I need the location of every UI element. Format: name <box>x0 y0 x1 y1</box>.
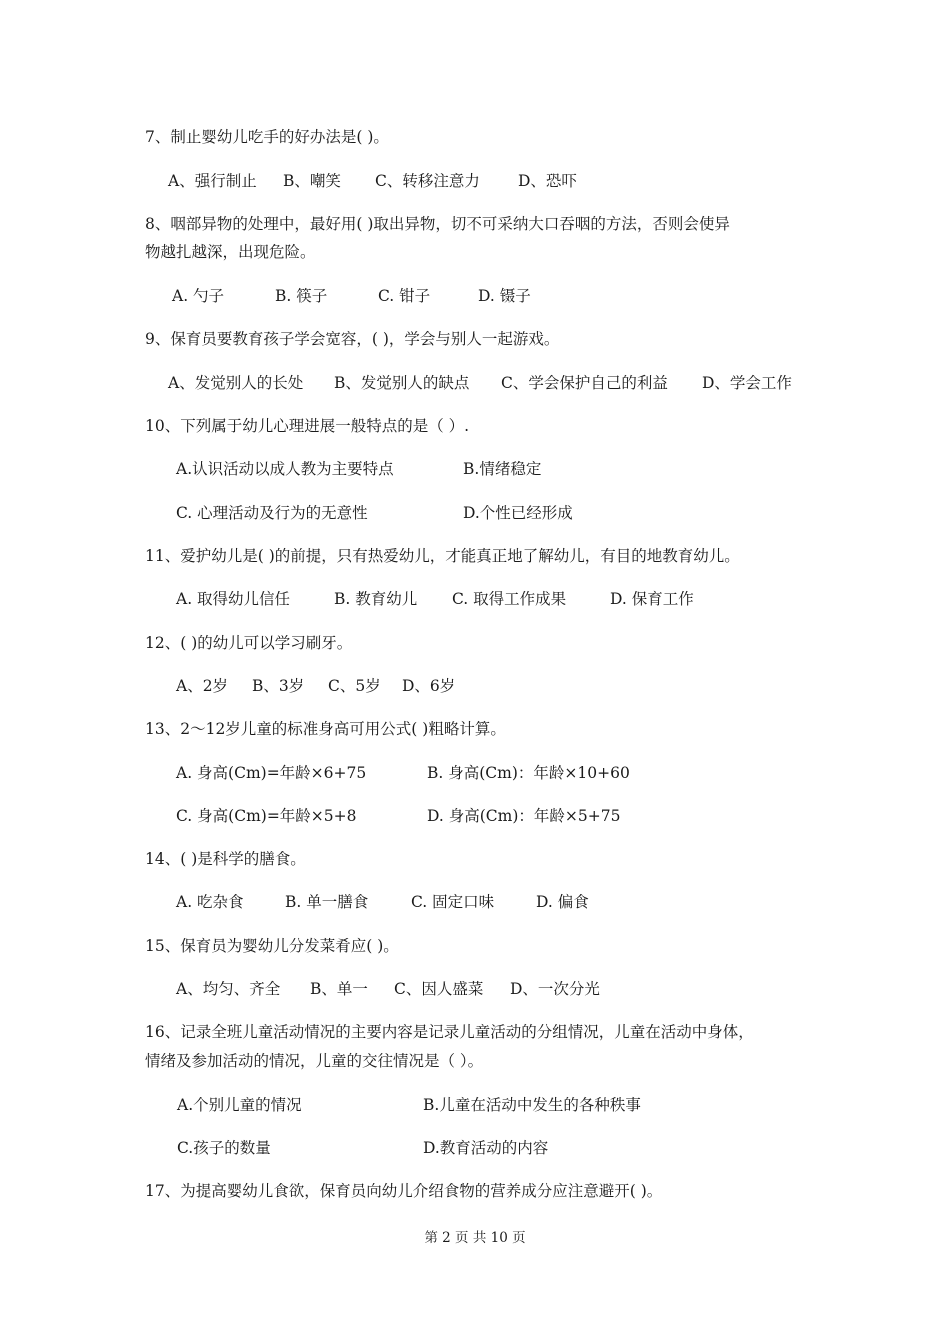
question-13-stem: 13、2～12岁儿童的标准身高可用公式( )粗略计算。 <box>145 720 506 738</box>
question-15-stem: 15、保育员为婴幼儿分发菜肴应( )。 <box>145 937 399 955</box>
question-8-stem-line2: 物越扎越深，出现危险。 <box>145 243 316 261</box>
question-12-stem: 12、( )的幼儿可以学习刷牙。 <box>145 634 353 652</box>
option-d: D、恐吓 <box>518 172 577 190</box>
option-a: A.个别儿童的情况 <box>177 1096 302 1114</box>
option-d: D.个性已经形成 <box>463 504 573 522</box>
option-c: C、5岁 <box>328 677 381 695</box>
option-a: A. 取得幼儿信任 <box>176 590 291 608</box>
option-a: A、2岁 <box>176 677 229 695</box>
question-8-stem-line1: 8、咽部异物的处理中，最好用( )取出异物，切不可采纳大口吞咽的方法，否则会使异 <box>145 215 730 233</box>
question-16-stem-line2: 情绪及参加活动的情况，儿童的交往情况是（ ）。 <box>145 1052 484 1070</box>
option-b: B.儿童在活动中发生的各种秩事 <box>423 1096 641 1114</box>
question-11-stem: 11、爱护幼儿是( )的前提，只有热爱幼儿，才能真正地了解幼儿，有目的地教育幼儿。 <box>145 547 740 565</box>
option-a: A、均匀、齐全 <box>176 980 281 998</box>
option-b: B. 单一膳食 <box>285 893 369 911</box>
question-10-stem: 10、下列属于幼儿心理进展一般特点的是（ ）. <box>145 417 470 435</box>
option-b: B、嘲笑 <box>283 172 341 190</box>
option-c: C. 身高(Cm)=年龄×5+8 <box>176 807 357 825</box>
option-d: D. 保育工作 <box>610 590 694 608</box>
option-d: D、一次分光 <box>510 980 600 998</box>
option-b: B、单一 <box>310 980 368 998</box>
option-a: A、强行制止 <box>168 172 257 190</box>
option-d: D、学会工作 <box>702 374 792 392</box>
option-d: D. 偏食 <box>536 893 589 911</box>
option-b: B. 教育幼儿 <box>334 590 418 608</box>
option-b: B. 筷子 <box>275 287 328 305</box>
question-17-stem: 17、为提高婴幼儿食欲，保育员向幼儿介绍食物的营养成分应注意避开( )。 <box>145 1182 663 1200</box>
question-16-stem-line1: 16、记录全班儿童活动情况的主要内容是记录儿童活动的分组情况，儿童在活动中身体， <box>145 1023 754 1041</box>
option-d: D.教育活动的内容 <box>423 1139 549 1157</box>
option-c: C、因人盛菜 <box>394 980 484 998</box>
option-a: A.认识活动以成人教为主要特点 <box>176 460 394 478</box>
option-c: C. 取得工作成果 <box>452 590 567 608</box>
option-c: C. 钳子 <box>378 287 431 305</box>
question-14-stem: 14、( )是科学的膳食。 <box>145 850 306 868</box>
question-9-stem: 9、保育员要教育孩子学会宽容，( )，学会与别人一起游戏。 <box>145 330 560 348</box>
option-b: B. 身高(Cm)：年龄×10+60 <box>427 764 630 782</box>
option-a: A、发觉别人的长处 <box>168 374 304 392</box>
option-c: C、转移注意力 <box>375 172 480 190</box>
option-d: D、6岁 <box>402 677 456 695</box>
page-number-footer: 第 2 页 共 10 页 <box>424 1230 526 1246</box>
option-a: A. 勺子 <box>172 287 225 305</box>
option-b: B、3岁 <box>252 677 305 695</box>
option-b: B.情绪稳定 <box>463 460 542 478</box>
option-d: D. 镊子 <box>478 287 531 305</box>
option-c: C. 心理活动及行为的无意性 <box>176 504 368 522</box>
question-7-stem: 7、制止婴幼儿吃手的好办法是( )。 <box>145 128 389 146</box>
option-c: C. 固定口味 <box>411 893 495 911</box>
option-c: C、学会保护自己的利益 <box>501 374 668 392</box>
option-a: A. 身高(Cm)=年龄×6+75 <box>176 764 367 782</box>
option-b: B、发觉别人的缺点 <box>334 374 470 392</box>
option-a: A. 吃杂食 <box>176 893 244 911</box>
option-c: C.孩子的数量 <box>177 1139 271 1157</box>
option-d: D. 身高(Cm)：年龄×5+75 <box>427 807 621 825</box>
